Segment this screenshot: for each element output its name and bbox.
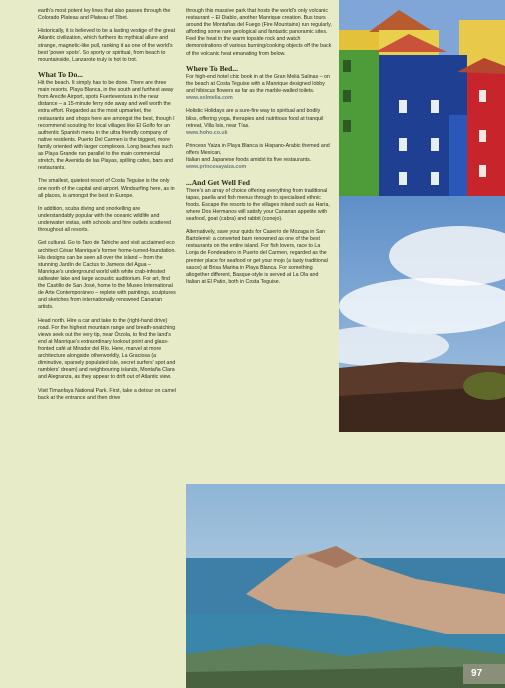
paragraph: Alternatively, save your quids for Caserío de Mozaga in San Bartolemé: a converted barn renowned as one of the best restaurants on the entire island. For fish lovers, race to La Lonja de Fondeadero in Puerto del Carmen, regarded as the premier place for seafood or get your mojo (a tasty traditional sauce) at Brisa Marina in Playa Blanca. For something altogether different, Basque-style is served at La Ola and Italian at El Patio, both in Costa Teguise.: [186, 229, 328, 285]
photo-sky-landscape: [339, 196, 505, 432]
paragraph: Princess Yaiza in Playa Blanca is Hispano-Arabic themed and offers Mexican,: [186, 142, 330, 157]
section-heading-where-to-bed: Where To Bed...: [186, 63, 238, 73]
paragraph: Hit the beach. It simply has to be done. There are three main resorts. Playa Blanca, in the south and furthest away from Arecife Airport, spots Fuerteventura in the near distance – a 15-minute ferry ride away and well worth the extra effort. Regarded as the most upmarket, the restaurants and shops here are amongst the best, though I recommend scouting for local villages like El Golfo for an authentic Spanish menu in the ultra friendly company of native residents. Puerto Del Carmen is the biggest, more family oriented with larger complexes. Long beaches such as Playa Grande run parallel to the main commercial stretch, the Avenida de las Playas, spilling cafes, bars and restaurants.: [38, 80, 175, 172]
photo-island-view: [186, 484, 505, 688]
hotel-link-hoho[interactable]: www.hoho.co.uk: [186, 129, 228, 136]
article-column-right: [186, 8, 332, 292]
paragraph: Head north. Hire a car and take to the (right-hand drive) road. For the highest mountain range and breath-snatching views seek out the very tip, near Órzola, to find the land's end at Manrique's extraordinary lookout point and glass-fronted café at Mirador del Río. Here, marvel at more architecture alongside otherworldly, La Graciosa (a diminutive, sparsely populated isle, secret surfers' spot and ramblers' dream) and neighbouring islands, Montaña Clara and Alegranza, as they appear to drift out of Atlantic view.: [38, 317, 176, 381]
article-column-left: [38, 8, 176, 408]
paragraph: The smallest, quietest resort of Costa Teguise is the only one north of the capital and airport. Windsurfing here, as in all places, is amongst the best in Europe.: [38, 178, 175, 199]
paragraph: Italian and Japanese foods amidst its five restaurants.: [186, 157, 312, 164]
photo-colourful-buildings: [339, 0, 505, 196]
paragraph: through this massive park that hosts the world's only volcanic restaurant – El Diablo, another Manrique creation. Bus tours around the Montañas del Fuego (Fire Mountains) run regularly, affording some rare geological and fantastic panoramic sites. Feel the heat in the warm topside rock and watch demonstrations of various burning/cooking objects off the back of the volcanic heat emanating from below.: [186, 8, 332, 57]
page-number: 97: [463, 664, 505, 684]
paragraph: Historically, it is believed to be a lasting vestige of the great Atlantic civilization, which furthers its mythical allure and strange, magnetic-like pull, ranking it as one of the world's best 'power spots'. So sporty or spiritual, from beach to mountainside, Lanzarote truly is hot to trot.: [38, 28, 176, 63]
paragraph: In addition, scuba diving and snorkelling are understandably popular with the oceanic wildlife and underwater vistas, with schools and hire outlets scattered throughout all resorts.: [38, 205, 172, 234]
paragraph: For high-end hotel chic book in at the Gran Meliá Salinas – on the beach at Costa Teguise with a Manrique designed lobby and hibiscus flowers as far as the marble-walled toilets.: [186, 73, 330, 95]
paragraph: earth's most potent ley lines that also passes through the Colorado Plateau and Plateau of Tibet.: [38, 8, 171, 22]
section-heading-what-to-do: What To Do...: [38, 70, 83, 80]
hotel-link-princesayaiza[interactable]: www.princesayaiza.com: [186, 164, 247, 171]
paragraph: Get cultural. Go to Taro de Tahiche and visit acclaimed eco architect César Manrique's former home-turned-foundation. His designs can be seen all over the island – from the stunning Jardín de Cactus to Jameos del Agua – Manrique's underground world with white crab-infested saltwater lake and large acoustic auditorium. For art, find the Castillo de San José, home to the Museo International de Arte Contemporáneo – replete with paintings, sculptures and sketches from internationally renowned Canarian artists.: [38, 240, 176, 311]
section-heading-get-well-fed: ...And Get Well Fed: [186, 177, 250, 187]
paragraph: Visit Timanfaya National Park. First, take a detour on camel back at the entrance and then drive: [38, 387, 176, 401]
hotel-link-solmelia[interactable]: www.solmelia.com: [186, 95, 233, 102]
paragraph: There's an array of choice offering everything from traditional tapas, paella and fish menus through to specialised ethnic foods. Escape the resorts to the villages inland such as Haría, where Dos Hermanos will satisfy your Canarian appetite with seafood, goat (cabra) and rabbit (conejo).: [186, 187, 330, 222]
paragraph: Holistic Holidays are a sure-fire way to spiritual and bodily bliss, offering yoga, therapies and nutritious food at tranquil retreat, Villa Isis, near Tías.: [186, 108, 324, 129]
